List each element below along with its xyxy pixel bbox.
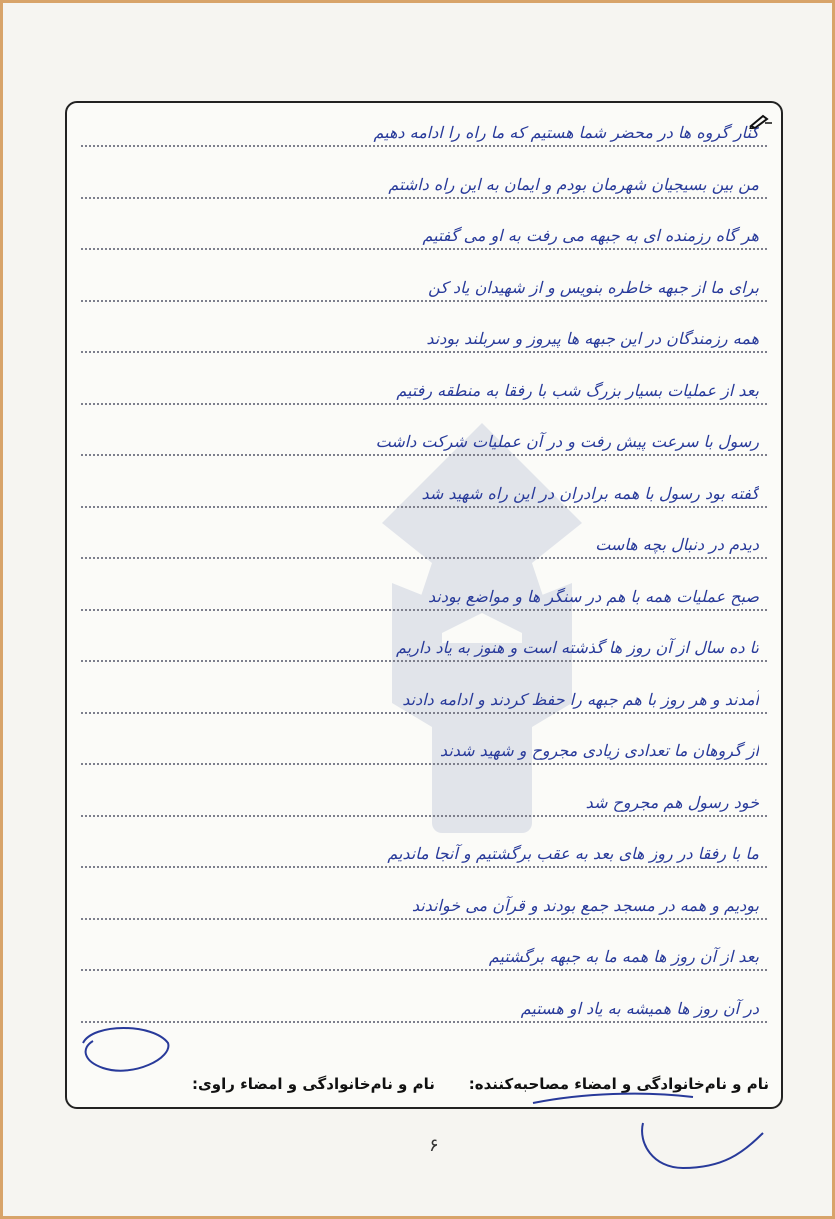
handwritten-line [81, 424, 767, 456]
handwritten-line-text: بودیم و همه در مسجد جمع بودند و قرآن می خواندند [411, 895, 759, 915]
handwritten-line [81, 888, 767, 920]
handwritten-line-text: از گروهان ما تعدادی زیادی مجروح و شهید شدند [439, 741, 759, 760]
handwritten-line [81, 836, 767, 868]
handwritten-line-text: ما با رفقا در روز های بعد به عقب برگشتیم و آنجا ماندیم [387, 844, 759, 863]
handwritten-line-text: من بین بسیجیان شهرمان بودم و ایمان به این راه داشتم [388, 174, 759, 194]
handwritten-line-text: تا ده سال از آن روز ها گذشته است و هنوز به یاد داریم [396, 638, 759, 657]
page-number: ۶ [429, 1135, 439, 1156]
handwritten-line [81, 321, 767, 353]
handwritten-line [81, 630, 767, 662]
handwritten-line-text: در آن روز ها همیشه به یاد او هستیم [520, 998, 759, 1018]
handwritten-line-text: دیدم در دنبال بچه هاست [595, 535, 759, 554]
handwritten-line [81, 939, 767, 971]
handwritten-line [81, 115, 767, 147]
handwritten-line [81, 218, 767, 250]
handwritten-line [81, 785, 767, 817]
handwritten-line-text: برای ما از جبهه خاطره بنویس و از شهیدان یاد کن [428, 277, 759, 297]
handwritten-line-text: هر گاه رزمنده ای به جبهه می رفت به او می گفتیم [422, 226, 759, 245]
handwritten-line-text: بعد از عملیات بسیار بزرگ شب با رفقا به منطقه رفتیم [396, 380, 759, 400]
handwritten-line-text: رسول با سرعت پیش رفت و در آن عملیات شرکت داشت [375, 432, 759, 451]
handwritten-line [81, 991, 767, 1023]
handwritten-line-text: بعد از آن روز ها همه ما به جبهه برگشتیم [488, 947, 759, 966]
handwritten-line-text: صبح عملیات همه با هم در سنگر ها و مواضع بودند [427, 586, 759, 606]
handwritten-line [81, 373, 767, 405]
handwritten-line [81, 167, 767, 199]
handwritten-line [81, 733, 767, 765]
handwritten-line [81, 527, 767, 559]
handwritten-line [81, 476, 767, 508]
document-card [65, 101, 783, 1109]
handwritten-line [81, 682, 767, 714]
handwritten-line-text: آمدند و هر روز با هم جبهه را حفظ کردند و ادامه دادند [402, 689, 759, 709]
handwritten-line-text: کنار گروه ها در محضر شما هستیم که ما راه را ادامه دهیم [373, 123, 759, 142]
narrator-signature-label: نام و نام‌خانوادگی و امضاء راوی: [192, 1075, 435, 1093]
handwritten-line-text: همه رزمندگان در این جبهه ها پیروز و سربلند بودند [426, 329, 759, 348]
handwritten-line-text: خود رسول هم مجروح شد [585, 792, 759, 812]
handwritten-line-text: گفته بود رسول با همه برادران در این راه شهید شد [421, 483, 759, 503]
handwritten-line [81, 270, 767, 302]
handwritten-line [81, 579, 767, 611]
interviewer-signature-label: نام و نام‌خانوادگی و امضاء مصاحبه‌کننده: [468, 1075, 769, 1093]
